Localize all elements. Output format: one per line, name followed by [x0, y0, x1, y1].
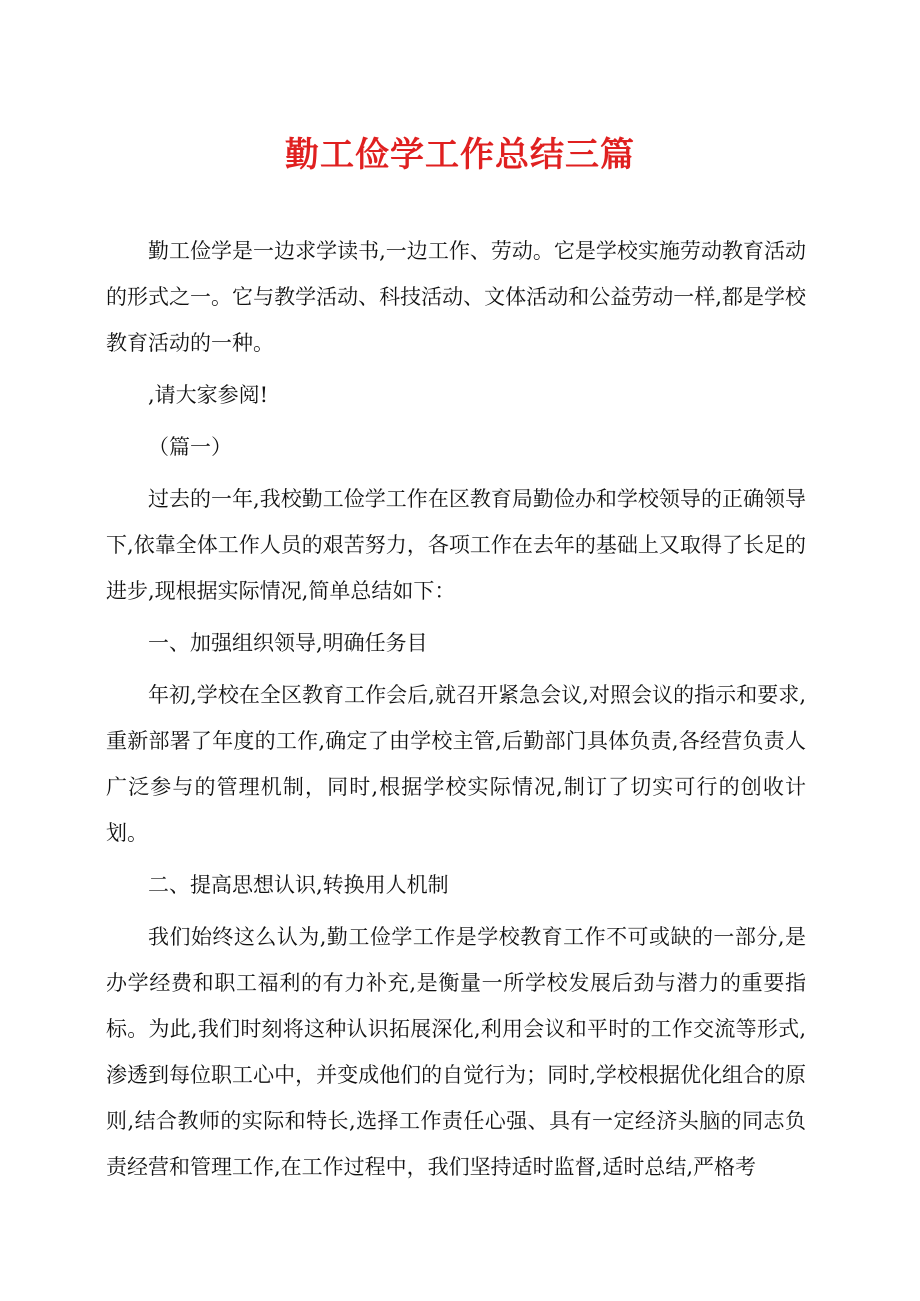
intro-paragraph: 勤工俭学是一边求学读书,一边工作、劳动。它是学校实施劳动教育活动的形式之一。它与教学活动、科技活动、文体活动和公益劳动一样,都是学校教育活动的一种。	[106, 239, 806, 355]
heading-two: 二、提高思想认识,转换用人机制	[148, 873, 449, 897]
heading-one: 一、加强组织领导,明确任务目	[148, 631, 428, 655]
overview-paragraph: 过去的一年,我校勤工俭学工作在区教育局勤俭办和学校领导的正确领导下,依靠全体工作人员的艰苦努力，各项工作在去年的基础上又取得了长足的进步,现根据实际情况,简单总结如下：	[106, 487, 806, 603]
document-body	[106, 228, 806, 1196]
section-label-part-one: （篇一）	[148, 435, 232, 459]
document-title: 勤工俭学工作总结三篇	[285, 135, 635, 175]
heading-one-paragraph: 年初,学校在全区教育工作会后,就召开紧急会议,对照会议的指示和要求,重新部署了年度的工作,确定了由学校主管,后勤部门具体负责,各经营负责人广泛参与的管理机制，同时,根据学校实际情况,制订了切实可行的创收计划。	[106, 683, 806, 845]
reader-note: ,请大家参阅!	[148, 383, 269, 407]
heading-two-paragraph: 我们始终这么认为,勤工俭学工作是学校教育工作不可或缺的一部分,是办学经费和职工福利的有力补充,是衡量一所学校发展后劲与潜力的重要指标。为此,我们时刻将这种认识拓展深化,利用会议和平时的工作交流等形式,渗透到每位职工心中，并变成他们的自觉行为；同时,学校根据优化组合的原则,结合教师的实际和特长,选择工作责任心强、具有一定经济头脑的同志负责经营和管理工作,在工作过程中，我们坚持适时监督,适时总结,严格考	[106, 925, 806, 1179]
